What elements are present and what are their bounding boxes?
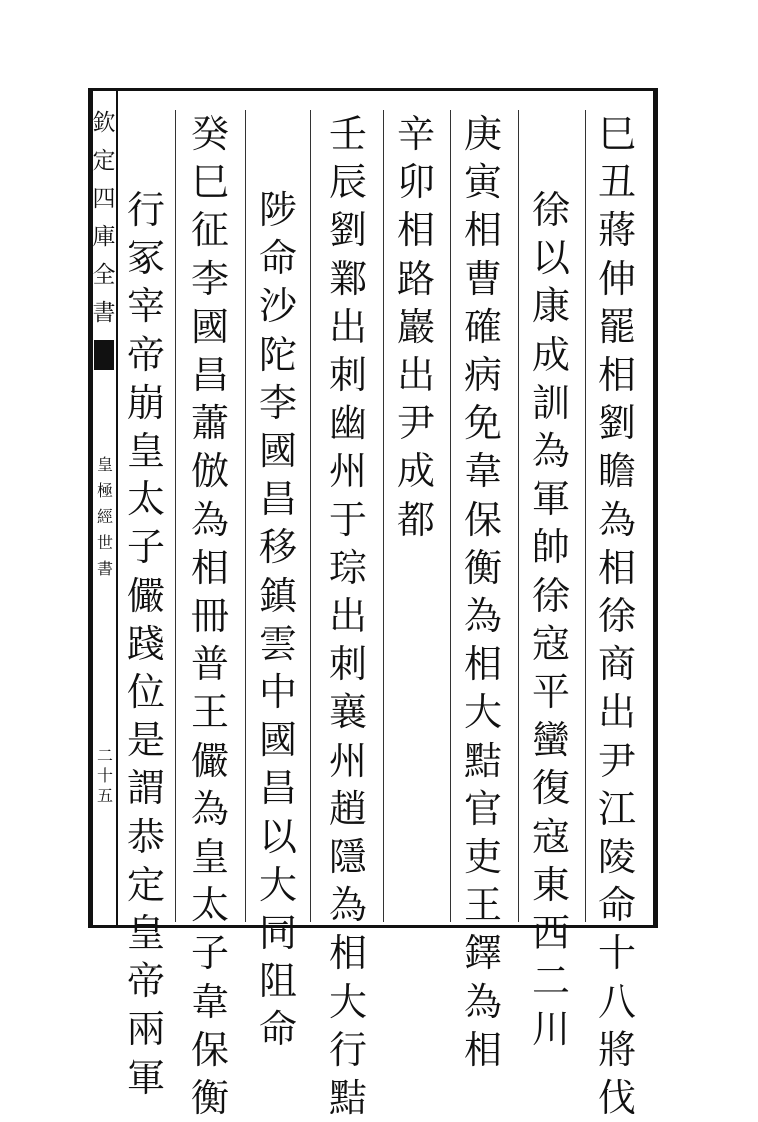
text-column-3: 庚寅相曹確病免韋保衡為相大黠官吏王鐸為相: [463, 112, 502, 1072]
column-rule: [585, 110, 586, 922]
text-column-2: 徐以康成訓為軍帥徐寇平蠻復寇東西二川: [531, 188, 570, 1052]
column-rule: [518, 110, 519, 922]
fishtail-mark: [94, 340, 114, 370]
column-rule: [245, 110, 246, 922]
margin-subtitle: 皇極經世書: [96, 455, 113, 578]
text-column-1: 巳丑蔣伸罷相劉瞻為相徐商出尹江陵命十八將伐: [597, 112, 636, 1121]
margin-page-number: 二十五: [96, 746, 113, 805]
text-column-8: 行冢宰帝崩皇太子儼踐位是謂恭定皇帝兩軍: [126, 188, 165, 1100]
text-column-6: 陟命沙陀李國昌移鎮雲中國昌以大同阻命: [258, 188, 297, 1052]
margin-book-title: 欽定四庫全書: [92, 110, 116, 326]
text-column-7: 癸巳征李國昌蕭倣為相冊普王儼為皇太子韋保衡: [190, 112, 229, 1121]
text-column-4: 辛卯相路巖出尹成都: [396, 112, 435, 542]
column-rule: [383, 110, 384, 922]
column-rule: [310, 110, 311, 922]
text-column-5: 壬辰劉鄴出刺幽州于琮出刺襄州趙隱為相大行黠: [328, 112, 367, 1121]
column-rule: [175, 110, 176, 922]
column-rule: [450, 110, 451, 922]
